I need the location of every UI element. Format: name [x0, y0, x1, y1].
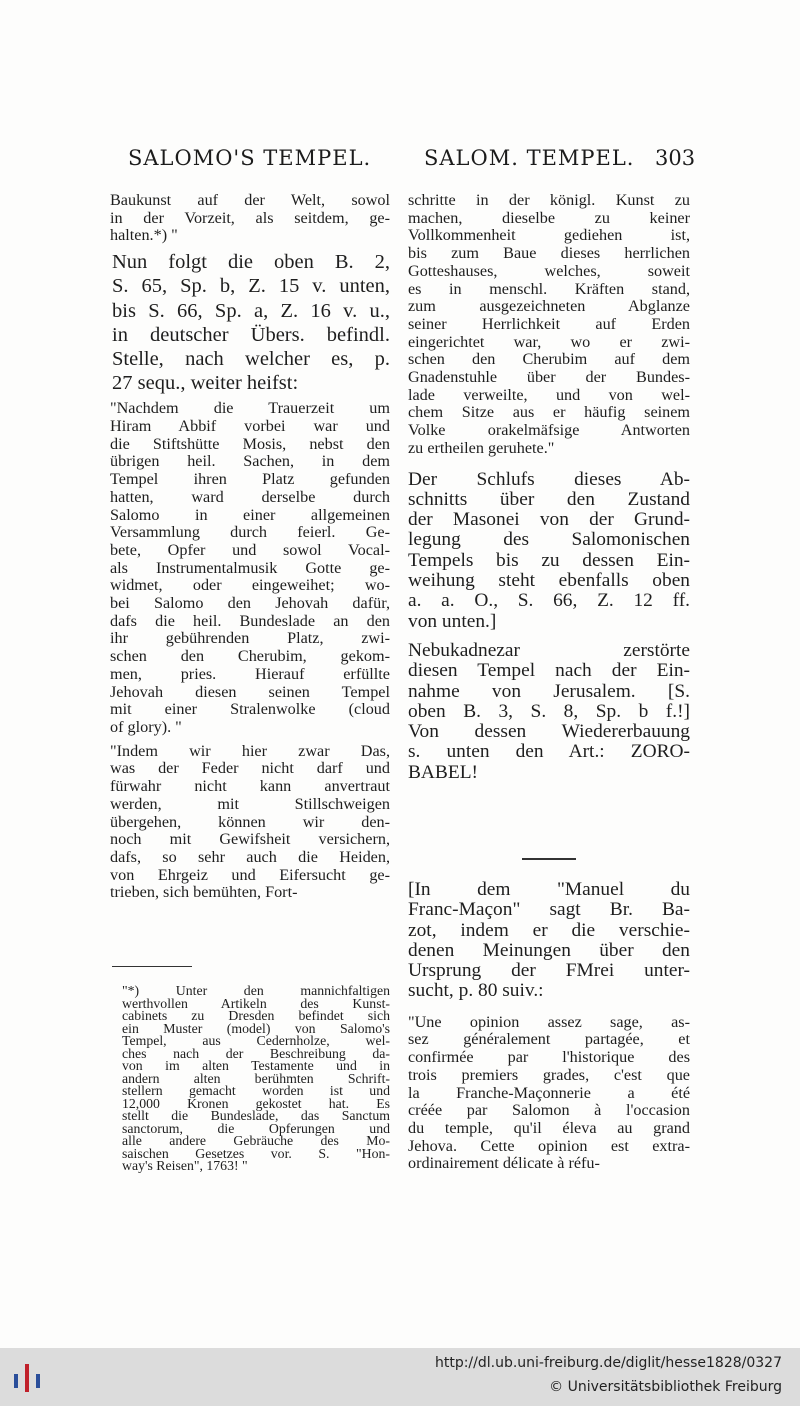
text-line: 27 sequ., weiter heifst:: [112, 372, 299, 395]
text-line: in der Vorzeit, als seitdem, ge-: [110, 208, 390, 227]
viewer-footer: [0, 1348, 800, 1406]
text-line: men, pries. Hierauf erfüllte: [110, 664, 390, 683]
text-line: Ursprung der FMrei unter-: [408, 960, 690, 982]
text-line: der Masonei von der Grund-: [408, 509, 690, 531]
text-line: machen, dieselbe zu keiner: [408, 208, 690, 227]
text-line: S. 65, Sp. b, Z. 15 v. unten,: [112, 275, 390, 298]
text-line: cabinets zu Dresden befindet sich: [122, 1008, 390, 1023]
text-line: bis zum Baue dieses herrlichen: [408, 244, 690, 263]
text-line: übergehen, können wir den-: [110, 812, 390, 831]
text-line: stellern gemacht worden ist und: [122, 1083, 390, 1098]
text-line: widmet, oder eingeweihet; wo-: [110, 576, 390, 595]
running-head-left: SALOMO'S TEMPEL.: [128, 146, 372, 170]
text-line: ches nach der Beschreibung da-: [122, 1045, 390, 1061]
right-column-lower: [408, 880, 690, 1173]
text-line: legung des Salomonischen: [408, 529, 690, 551]
text-line: Hiram Abbif vorbei war und: [110, 417, 390, 436]
text-line: von Ehrgeiz und Eifersucht ge-: [110, 865, 390, 884]
text-line: trois premiers grades, c'est que: [408, 1065, 690, 1084]
text-line: noch mit Gewifsheit versichern,: [110, 830, 390, 849]
text-line: als Instrumentalmusik Gotte ge-: [110, 558, 390, 577]
text-line: 12,000 Kronen gekostet hat. Es: [122, 1095, 390, 1111]
text-line: confirmée par l'historique des: [408, 1048, 690, 1067]
running-head-right: SALOM. TEMPEL.: [424, 146, 635, 170]
text-line: sucht, p. 80 suiv.:: [408, 980, 544, 1002]
text-line: es in menschl. Kräften stand,: [408, 279, 690, 298]
text-line: du temple, qu'il éleva au grand: [408, 1119, 690, 1137]
text-line: ordinairement délicate à réfu-: [408, 1154, 600, 1173]
text-line: fürwahr nicht kann anvertraut: [110, 777, 390, 796]
text-line: "Une opinion assez sage, as-: [408, 1012, 690, 1031]
text-line: bete, Opfer und sowol Vocal-: [110, 540, 390, 559]
text-line: s. unten den Art.: ZORO-: [408, 741, 690, 763]
text-line: dafs die heil. Bundeslade an den: [110, 611, 390, 630]
text-line: Baukunst auf der Welt, sowol: [110, 191, 390, 209]
page-number: 303: [655, 146, 696, 170]
text-line: schen den Cherubim auf dem: [408, 350, 690, 369]
paragraph: [110, 250, 390, 395]
paragraph: [110, 400, 390, 736]
logo-bar: [25, 1364, 29, 1392]
text-line: Stelle, nach welcher es, p.: [112, 347, 390, 370]
copyright-notice: © Universitätsbibliothek Freiburg: [549, 1379, 782, 1395]
text-line: von unten.]: [408, 610, 497, 632]
text-line: [In dem "Manuel du: [408, 879, 690, 900]
text-line: zot, indem er die verschie-: [408, 919, 690, 941]
text-line: of glory). ": [110, 717, 182, 736]
paragraph: [408, 470, 690, 632]
text-line: Salomo in einer allgemeinen: [110, 505, 390, 524]
paragraph: [408, 641, 690, 783]
text-line: oben B. 3, S. 8, Sp. b f.!]: [408, 700, 690, 722]
text-line: BABEL!: [408, 761, 479, 783]
text-line: a. a. O., S. 66, Z. 12 ff.: [408, 590, 690, 612]
footnote-text: [122, 985, 390, 1173]
text-line: zu ertheilen geruhete.": [408, 438, 555, 457]
text-line: werthvollen Artikeln des Kunst-: [122, 995, 390, 1011]
text-line: schen den Cherubim, gekom-: [110, 647, 390, 666]
text-line: "Nachdem die Trauerzeit um: [110, 399, 390, 418]
text-line: zum ausgezeichneten Abglanze: [408, 297, 690, 316]
footnote: [122, 985, 390, 1173]
text-line: denen Meinungen über den: [408, 939, 690, 961]
text-line: créée par Salomon à l'occasion: [408, 1101, 690, 1120]
paragraph: [408, 1014, 690, 1173]
text-line: way's Reisen", 1763! ": [122, 1158, 248, 1173]
text-line: lade verweilte, und von wel-: [408, 385, 690, 404]
text-line: Versammlung durch feierl. Ge-: [110, 523, 390, 542]
text-line: übrigen heil. Sachen, in dem: [110, 452, 390, 471]
text-line: Franc-Maçon" sagt Br. Ba-: [408, 899, 690, 921]
text-line: werden, mit Stillschweigen: [110, 794, 390, 813]
text-line: Nun folgt die oben B. 2,: [112, 251, 390, 274]
text-line: eingerichtet war, wo er zwi-: [408, 332, 690, 351]
text-line: alle andere Gebräuche des Mo-: [122, 1133, 390, 1148]
text-line: andern alten berühmten Schrift-: [122, 1070, 390, 1086]
text-line: Jehova. Cette opinion est extra-: [408, 1136, 690, 1155]
text-line: sanctorum, die Opferungen und: [122, 1120, 390, 1136]
text-line: sez généralement partagée, et: [408, 1030, 690, 1049]
text-line: la Franche-Maçonnerie a été: [408, 1083, 690, 1102]
text-line: trieben, sich bemühten, Fort-: [110, 883, 298, 902]
text-line: saischen Gesetzes vor. S. "Hon-: [122, 1145, 390, 1161]
text-line: halten.*) ": [110, 226, 178, 245]
text-line: in deutscher Übers. befindl.: [112, 323, 390, 346]
text-line: was der Feder nicht darf und: [110, 759, 390, 778]
document-url[interactable]: http://dl.ub.uni-freiburg.de/diglit/hesse1828/0327: [434, 1355, 782, 1371]
text-line: bei Salomo den Jehovah dafür,: [110, 594, 390, 613]
text-line: Gotteshauses, welches, soweit: [408, 261, 690, 280]
logo-bar: [14, 1374, 18, 1388]
text-line: mit einer Stralenwolke (cloud: [110, 700, 390, 719]
text-line: Nebukadnezar zerstörte: [408, 639, 690, 661]
paragraph: [408, 880, 690, 1002]
text-line: diesen Tempel nach der Ein-: [408, 660, 690, 682]
text-line: "Indem wir hier zwar Das,: [110, 741, 390, 760]
section-divider: [522, 858, 576, 860]
text-line: seiner Herrlichkeit auf Erden: [408, 314, 690, 333]
footnote-rule: [112, 966, 192, 967]
text-line: Gnadenstuhle über der Bundes-: [408, 368, 690, 387]
text-line: die Stiftshütte Mosis, nebst den: [110, 434, 390, 453]
right-column: [408, 192, 690, 783]
text-line: Von dessen Wiedererbauung: [408, 721, 690, 743]
text-line: weihung steht ebenfalls oben: [408, 570, 690, 592]
text-line: schritte in der königl. Kunst zu: [408, 191, 690, 209]
text-line: Tempels bis zu dessen Ein-: [408, 549, 690, 571]
text-line: Der Schlufs dieses Ab-: [408, 468, 690, 490]
text-line: dafs, so sehr auch die Heiden,: [110, 847, 390, 866]
left-column: [110, 192, 390, 902]
paragraph: [408, 192, 690, 458]
paragraph: [110, 192, 390, 245]
text-line: Jehovah diesen seinen Tempel: [110, 682, 390, 701]
text-line: Tempel, aus Cedernholze, wel-: [122, 1033, 390, 1048]
text-line: schnitts über den Zustand: [408, 488, 690, 510]
text-line: stellt die Bundeslade, das Sanctum: [122, 1108, 390, 1123]
text-line: ihr gebührenden Platz, zwi-: [110, 629, 390, 648]
text-line: chem Sitze aus er häufig seinem: [408, 403, 690, 422]
paragraph: [110, 743, 390, 902]
text-line: bis S. 66, Sp. a, Z. 16 v. u.,: [112, 299, 390, 322]
text-line: Tempel ihren Platz gefunden: [110, 470, 390, 489]
text-line: ein Muster (model) von Salomo's: [122, 1020, 390, 1036]
text-line: Volke orakelmäfsige Antworten: [408, 421, 690, 440]
logo-bar: [36, 1374, 40, 1388]
text-line: nahme von Jerusalem. [S.: [408, 680, 690, 702]
text-line: "*) Unter den mannichfaltigen: [122, 983, 390, 998]
text-line: von im alten Testamente und in: [122, 1058, 390, 1073]
text-line: Vollkommenheit gediehen ist,: [408, 226, 690, 245]
text-line: hatten, ward derselbe durch: [110, 487, 390, 506]
library-logo-icon: [12, 1360, 42, 1396]
